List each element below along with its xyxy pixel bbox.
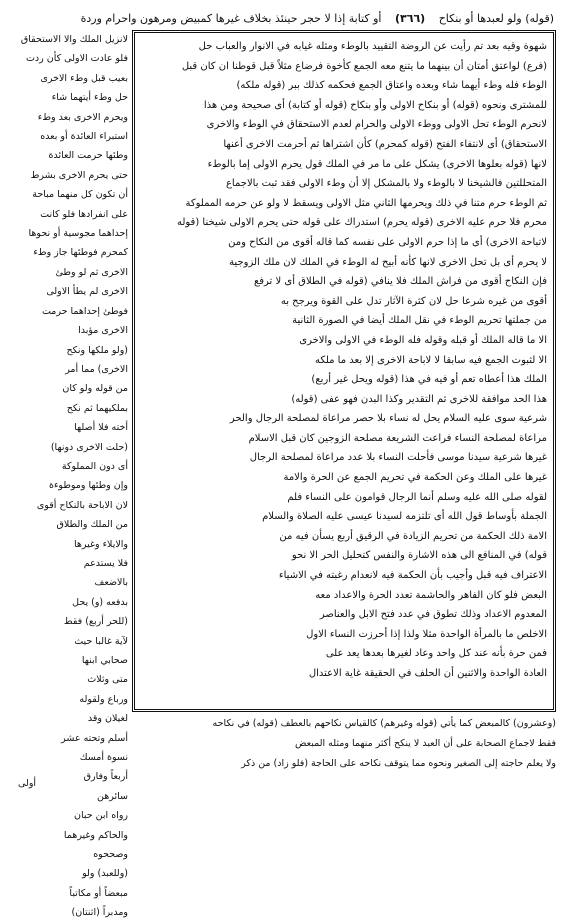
margin-text-line: والايلاء وغيرها <box>73 538 128 550</box>
margin-text-line: بعيب قبل وطء الاخرى <box>40 72 128 84</box>
margin-text-line: نسوة أمسك <box>79 752 128 764</box>
margin-text-line: (وللعبد) ولو <box>82 868 128 880</box>
main-text-line: غيرها على الملك وعن الحكمة في تحريم الجمع عن الحرة والامة <box>283 472 547 484</box>
margin-text-line: لغيلان وقد <box>87 713 128 725</box>
page-number: (٣٦٦) <box>394 12 426 25</box>
margin-text-line: على انفرادها فلو كانت <box>40 208 128 220</box>
main-text-line: فإن النكاح أقوى من فراش الملك فلا ينافي (قوله في الطلاق أى لا ترفع <box>253 276 547 288</box>
margin-text-line: كمحرم فوطئها جاز وطء <box>33 247 128 259</box>
margin-text-line: (ولو ملكها ونكح <box>66 344 128 356</box>
main-text-line: للمشترى ونحوه (قوله) أو بنكاح الاولى وأو بنكاح (قوله أو كتابة) أى صحيحة ومن هذا <box>203 99 547 111</box>
main-text-line: لقوله صلى الله عليه وسلم أنما الرجال قوامون على النساء فلم <box>287 491 547 503</box>
footer-text-line: فقط لاجماع الصحابة على أن العبد لا ينكح أكثر منهما ومثله المبعض <box>295 738 556 749</box>
margin-text-line: أربعاً وفارق <box>83 771 128 783</box>
main-text-line: (فرع) لواعتق أمتان أن بينهما ما يتنع معه الجمع كأخوة فرضاع مثلاً قبل قوطنا ان كان قبل <box>181 60 547 72</box>
main-text-line: لانها (قوله بعلوها الاخرى) يشكل على ما مر في الملك قول يحرم الاولى إما بالوطء <box>207 158 547 170</box>
header-right-text: (قوله) ولو لعبدها أو بنكاح <box>438 12 554 25</box>
main-text-line: لا يحرم أى بل تحل الاخرى لانها كأنه أبيح له الوطء في الملك لان ملك الزوجية <box>229 256 547 268</box>
main-text-line: هذا الحد موافقة للاخرى ثم التقدير وكذا البدن فهو عفى (قوله) <box>291 393 547 405</box>
margin-text-line: الاخرى مؤبدا <box>78 325 128 337</box>
margin-text-line: من الملك والطلاق <box>56 519 128 531</box>
margin-text-line: استبراء العائدة أو بعده <box>40 131 128 143</box>
main-text-line: العادة الواحدة والاثنين أن الحلف في الحقيقة غاية الاعتدال <box>308 668 547 679</box>
main-text-line: المعدوم الاعداد وذلك تطوق في عدد فتح الابل والعناصر <box>319 609 547 621</box>
margin-text-line: (حلت الاخرى دونها) <box>50 441 128 453</box>
margin-text-line: بالاضعف <box>94 577 128 589</box>
main-text-line: غيرها شرعية سيدنا موسى فأحلت النساء بلا عدد مراعاة لمصلحة الرجال <box>249 452 547 464</box>
footer-text-line: ولا يعلم حاجته إلى الصغير ونحوه مما يتوقف نكاحه على الحاجة (فلو زاد) من ذكر <box>241 758 556 769</box>
main-text-line: شهوة وقيه بعد تم رأيت عن الروضة التقييد بالوطء ومثله غيابه في الانوار والعباب حل <box>198 41 547 52</box>
main-text-line: فمن حرة بأنه عند كل واحد وعاد لغيرها بعدها يعد على <box>325 648 547 660</box>
main-text-line: الاستحقاق) أى لانتفاء الفتح (قوله كمحرم) كأن اشتراها ثم أحرمت الاخرى أعنها <box>223 138 547 150</box>
main-text-line: قوله) في المنافع الى هذه الاشارة والنفس كتحليل الحر الا نحو <box>291 550 547 562</box>
margin-text-line: فلو عادت الاولى كأن ردت <box>25 53 128 65</box>
margin-text-line: وطئها حرمت العائدة <box>48 150 128 162</box>
margin-text-line: متى وثلاث <box>87 674 128 686</box>
margin-text-line: وإن وطئها وموطوءة <box>48 480 128 492</box>
margin-text-line: فلا يستدعم <box>83 557 128 569</box>
margin-text-line: لآية غالبا حيث <box>74 635 128 647</box>
main-text-line: من جملتها تحريم الوطء في نقل الملك أيضا في الصورة الثانية <box>292 315 547 327</box>
footer-catchword: أولى <box>18 778 37 789</box>
margin-text-line: أن تكون كل منهما مباحة <box>32 189 128 201</box>
margin-text-line: حل وطء أيتهما شاء <box>51 92 128 104</box>
page-header <box>18 8 554 30</box>
margin-text-line: فوطئ إحداهما حرمت <box>41 305 128 317</box>
margin-text-line: مبعضاً أو مكاتباً <box>69 887 128 899</box>
margin-text-line: بملكيهما ثم نكح <box>66 402 128 414</box>
footer-text-line: (وعشرون) كالمبعض كما يأتي (قوله وغيرهم) كالقياس نكاحهم بالعطف (قوله) في نكاحه <box>212 718 556 729</box>
margin-text-line: الاخرى لم يطأ الاولى <box>46 286 128 298</box>
main-text-line: محرم فلا حرم عليه الاخرى (قوله يحرم) استدراك على قوله حتى يحرم الاولى شيخنا (قوله <box>176 217 547 229</box>
margin-text-line: لان الاباحة بالنكاح أقوى <box>36 499 128 511</box>
margin-text-line: من قوله ولو كان <box>62 383 128 395</box>
main-text-line: شرعية سوى عليه السلام يحل له نساء بلا حصر مراعاة لمصلحة الرجال والحر <box>229 413 547 425</box>
margin-text-line: ويحرم الاخرى بعد وطء <box>37 111 128 123</box>
margin-text-line: ومدبراً (اثنتان) <box>71 907 128 919</box>
margin-text-line: ورباع ولقوله <box>79 693 128 705</box>
margin-text-line: الاخرى ثم لو وطئ <box>55 266 128 278</box>
main-text-frame <box>132 30 556 712</box>
margin-text-line: سائرهن <box>97 790 128 802</box>
main-text-line: الاخلص ما بالمرأة الواحدة مثلا ولذا إذا أحرزت النساء الاول <box>306 628 547 640</box>
margin-text-line: إحداهما مجوسية أو نحوها <box>28 228 128 240</box>
margin-text-line: أسلم وتحته عشر <box>61 732 128 744</box>
margin-text-line: (للحر أربع) فقط <box>63 616 128 628</box>
main-text-line: الاعتراف فيه قبل وأجيب بأن الحكمة فيه لانعدام رغبته في الاشياء <box>278 570 547 582</box>
main-text-line: مراعاة لمصلحة النساء فراعت الشريعة مصلحة الزوجين كان قبل الاسلام <box>248 432 547 444</box>
main-text-line: البعض فلو كان الفاهر والحاشمة تعدد الحرة والاعداد معه <box>315 589 547 601</box>
main-text-line: الوطء فله وطء أيهما شاء وبعده واعتاق الجمع فحكمه كذلك ببر (قوله ملكه) <box>236 80 547 92</box>
margin-text-line: الاخرى) مما أمر <box>65 363 128 375</box>
margin-text-line: لانزيل الملك والا الاستحقاق <box>20 34 128 45</box>
main-text-line: لاتباحة الاخرى) أى ما إذا حرم الاولى على نفسه كما قاله أقوى من النكاح ومن <box>228 236 547 248</box>
margin-text-line: حتى يحرم الاخرى بشرط <box>30 169 128 181</box>
main-text-line: الامة ذلك الحكمة من تحريم الزيادة في الرقيق أربع يسأن فيه من <box>279 530 547 542</box>
margin-text-line: أى دون المملوكة <box>61 460 128 472</box>
margin-text-line: وصححوه <box>93 849 128 861</box>
main-text-line: الا ما قاله الملك أو قبله وقوله فله الوطء في الاولى والاخرى <box>299 334 547 346</box>
main-text-line: المتحللتين فالشيخنا لا بالوطء ولا بالمشكل إلا أن وطء الاولى فقد ثبت بالاجماع <box>225 178 547 190</box>
main-text-line: لانحرم الوطء تحل الاولى ووطء الاولى والحرام لعدم الاستحقاق في الوطء والاخرى <box>206 119 547 131</box>
margin-text-line: صحابي ابنها <box>81 655 128 666</box>
main-text-line: ثم الوطء حرم متنا في ذلك ويحرمها الثاني مثل الاولى ويسقط لا ولو عن حرمه المملوكة <box>185 197 547 209</box>
margin-text-line: أخته فلا أصلها <box>74 422 128 434</box>
margin-text-line: رواه ابن حبان <box>74 810 128 822</box>
margin-text-line: بدفعه (و) يحل <box>72 596 128 608</box>
main-text-line: الملك هذا أعطاه تعم أو فيه في هذا (قوله ويحل غير أربع) <box>311 374 547 386</box>
margin-text-line: والحاكم وغيرهما <box>63 829 128 841</box>
main-text-line: أقوى من غيره شرعا حل لان كثرة الآثار تدل على القوة ويرجح به <box>280 295 547 307</box>
main-text-line: الجملة بأوساط قول الله أى تلتزمه لسيدنا عيسى عليه الصلاة والسلام <box>262 511 547 523</box>
main-text-line: الا لثبوت الجمع فيه سابقا لا لاباحة الاخرى إلا بعد ما ملكه <box>314 354 547 366</box>
header-left-text: أو كتابة إذا لا حجر حينئذ بخلاف غيرها كمبيض ومرهون واحرام وردة <box>80 12 382 25</box>
